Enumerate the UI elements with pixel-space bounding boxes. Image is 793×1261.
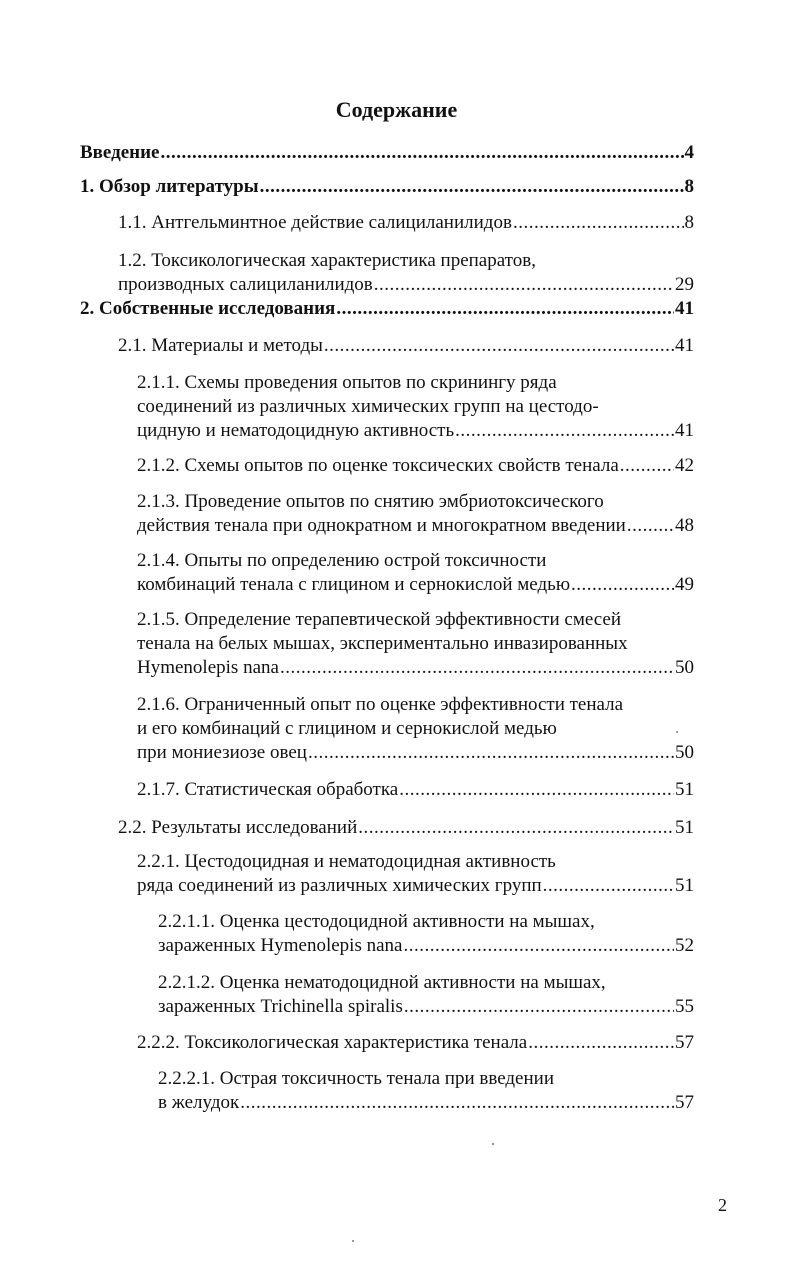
toc-leader-dots: [455, 419, 674, 443]
toc-entry-page: 57: [675, 1032, 694, 1053]
toc-leader-dots: [308, 741, 674, 765]
toc-entry-title: Введение: [80, 142, 160, 163]
toc-leader-dots: [528, 1031, 674, 1055]
toc-leader-dots: [374, 273, 674, 297]
toc-leader-dots: [161, 141, 684, 165]
toc-entry-line: 2.1.6. Ограниченный опыт по оценке эффективности тенала: [137, 694, 624, 715]
toc-entry-page: 50: [675, 742, 694, 763]
toc-entry-title: производных салициланилидов: [118, 274, 373, 295]
toc-entry-title: при мониезиозе овец: [137, 742, 307, 763]
toc-entry-title: цидную и нематодоцидную активность: [137, 420, 455, 441]
toc-entry-title: действия тенала при однократном и многократном введении: [137, 515, 626, 536]
toc-entry-2-2-2[interactable]: [137, 1031, 694, 1055]
scan-speck: [352, 1240, 354, 1242]
toc-entry-title: 2.1.7. Статистическая обработка: [137, 779, 399, 800]
toc-entry-line: 2.1.3. Проведение опытов по снятию эмбриотоксического: [137, 491, 604, 512]
toc-entry-page: 52: [675, 935, 694, 956]
toc-entry-2-2-2-1[interactable]: [158, 1067, 694, 1115]
toc-entry-2-1-4[interactable]: [137, 549, 694, 597]
toc-leader-dots: [513, 211, 684, 235]
toc-leader-dots: [280, 656, 674, 680]
toc-entry-1-2[interactable]: [118, 249, 694, 297]
toc-entry-2-1-1[interactable]: [137, 371, 694, 443]
toc-entry-page: 48: [675, 515, 694, 536]
toc-entry-chapter-2[interactable]: [80, 297, 694, 321]
toc-leader-dots: [571, 573, 674, 597]
toc-entry-title: 2.1. Материалы и методы: [118, 335, 323, 356]
toc-entry-title: комбинаций тенала с глицином и сернокислой медью: [137, 574, 571, 595]
toc-leader-dots: [358, 816, 674, 840]
toc-entry-page: 49: [675, 574, 694, 595]
scan-speck: [492, 1143, 494, 1145]
toc-entry-page: 55: [675, 996, 694, 1017]
toc-entry-2-2-1-2[interactable]: [158, 971, 694, 1019]
toc-leader-dots: [399, 778, 674, 802]
toc-entry-title: 1. Обзор литературы: [80, 176, 259, 197]
page-title: Содержание: [335, 97, 458, 122]
toc-entry-title: Hymenolepis nana: [137, 657, 279, 678]
toc-entry-page: 8: [684, 176, 694, 197]
toc-entry-2-1[interactable]: [118, 334, 694, 358]
toc-entry-page: 4: [684, 142, 694, 163]
toc-entry-2-2-1[interactable]: [137, 850, 694, 898]
toc-leader-dots: [404, 995, 674, 1019]
toc-entry-title: зараженных Trichinella spiralis: [158, 996, 403, 1017]
toc-leader-dots: [620, 454, 674, 478]
toc-entry-page: 51: [675, 817, 694, 838]
toc-leader-dots: [240, 1091, 674, 1115]
toc-entry-2-2-1-1[interactable]: [158, 910, 694, 958]
toc-entry-chapter-1[interactable]: [80, 175, 694, 199]
toc-entry-page: 51: [675, 875, 694, 896]
toc-entry-page: 41: [675, 298, 694, 319]
toc-entry-line: 2.2.1. Цестодоцидная и нематодоцидная активность: [137, 851, 556, 872]
toc-entry-title: ряда соединений из различных химических групп: [137, 875, 542, 896]
toc-entry-line: 2.1.5. Определение терапевтической эффективности смесей: [137, 609, 622, 630]
toc-entry-line: 2.1.1. Схемы проведения опытов по скринингу ряда: [137, 372, 557, 393]
toc-entry-line: и его комбинаций с глицином и сернокислой медью: [137, 718, 557, 739]
toc-entry-page: 57: [675, 1092, 694, 1113]
toc-entry-2-1-2[interactable]: [137, 454, 694, 478]
toc-entry-page: 8: [684, 212, 694, 233]
toc-leader-dots: [324, 334, 674, 358]
toc-entry-title: 2.2. Результаты исследований: [118, 817, 358, 838]
toc-entry-line: соединений из различных химических групп на цестодо-: [137, 396, 599, 417]
toc-leader-dots: [543, 874, 674, 898]
page-number: 2: [718, 1195, 727, 1215]
toc-entry-line: 2.2.1.1. Оценка цестодоцидной активности на мышах,: [158, 911, 595, 932]
toc-entry-page: 41: [675, 335, 694, 356]
toc-leader-dots: [403, 934, 674, 958]
toc-entry-line: 2.1.4. Опыты по определению острой токсичности: [137, 550, 547, 571]
toc-entry-2-1-3[interactable]: [137, 490, 694, 538]
toc-leader-dots: [336, 297, 674, 321]
toc-entry-2-2[interactable]: [118, 816, 694, 840]
toc-entry-title: 2.1.2. Схемы опытов по оценке токсических свойств тенала: [137, 455, 619, 476]
toc-entry-2-1-5[interactable]: [137, 608, 694, 680]
toc-entry-title: зараженных Hymenolepis nana: [158, 935, 403, 956]
toc-entry-page: 50: [675, 657, 694, 678]
toc-entry-2-1-6[interactable]: [137, 693, 694, 765]
toc-entry-page: 42: [675, 455, 694, 476]
toc-entry-page: 29: [675, 274, 694, 295]
toc-entry-page: 51: [675, 779, 694, 800]
toc-entry-2-1-7[interactable]: [137, 778, 694, 802]
toc-entry-line: 2.2.2.1. Острая токсичность тенала при введении: [158, 1068, 554, 1089]
toc-entry-line: 1.2. Токсикологическая характеристика препаратов,: [118, 250, 536, 271]
scan-speck: [676, 731, 678, 733]
toc-entry-title: 1.1. Антгельминтное действие салициланилидов: [118, 212, 512, 233]
toc-entry-title: 2.2.2. Токсикологическая характеристика тенала: [137, 1032, 528, 1053]
toc-leader-dots: [260, 175, 684, 199]
toc-entry-page: 41: [675, 420, 694, 441]
toc-entry-line: тенала на белых мышах, экспериментально инвазированных: [137, 633, 628, 654]
toc-entry-title: 2. Собственные исследования: [80, 298, 336, 319]
toc-entry-title: в желудок: [158, 1092, 240, 1113]
toc-entry-introduction[interactable]: [80, 141, 694, 165]
toc-leader-dots: [627, 514, 674, 538]
toc-entry-1-1[interactable]: [118, 211, 694, 235]
toc-entry-line: 2.2.1.2. Оценка нематодоцидной активности на мышах,: [158, 972, 606, 993]
